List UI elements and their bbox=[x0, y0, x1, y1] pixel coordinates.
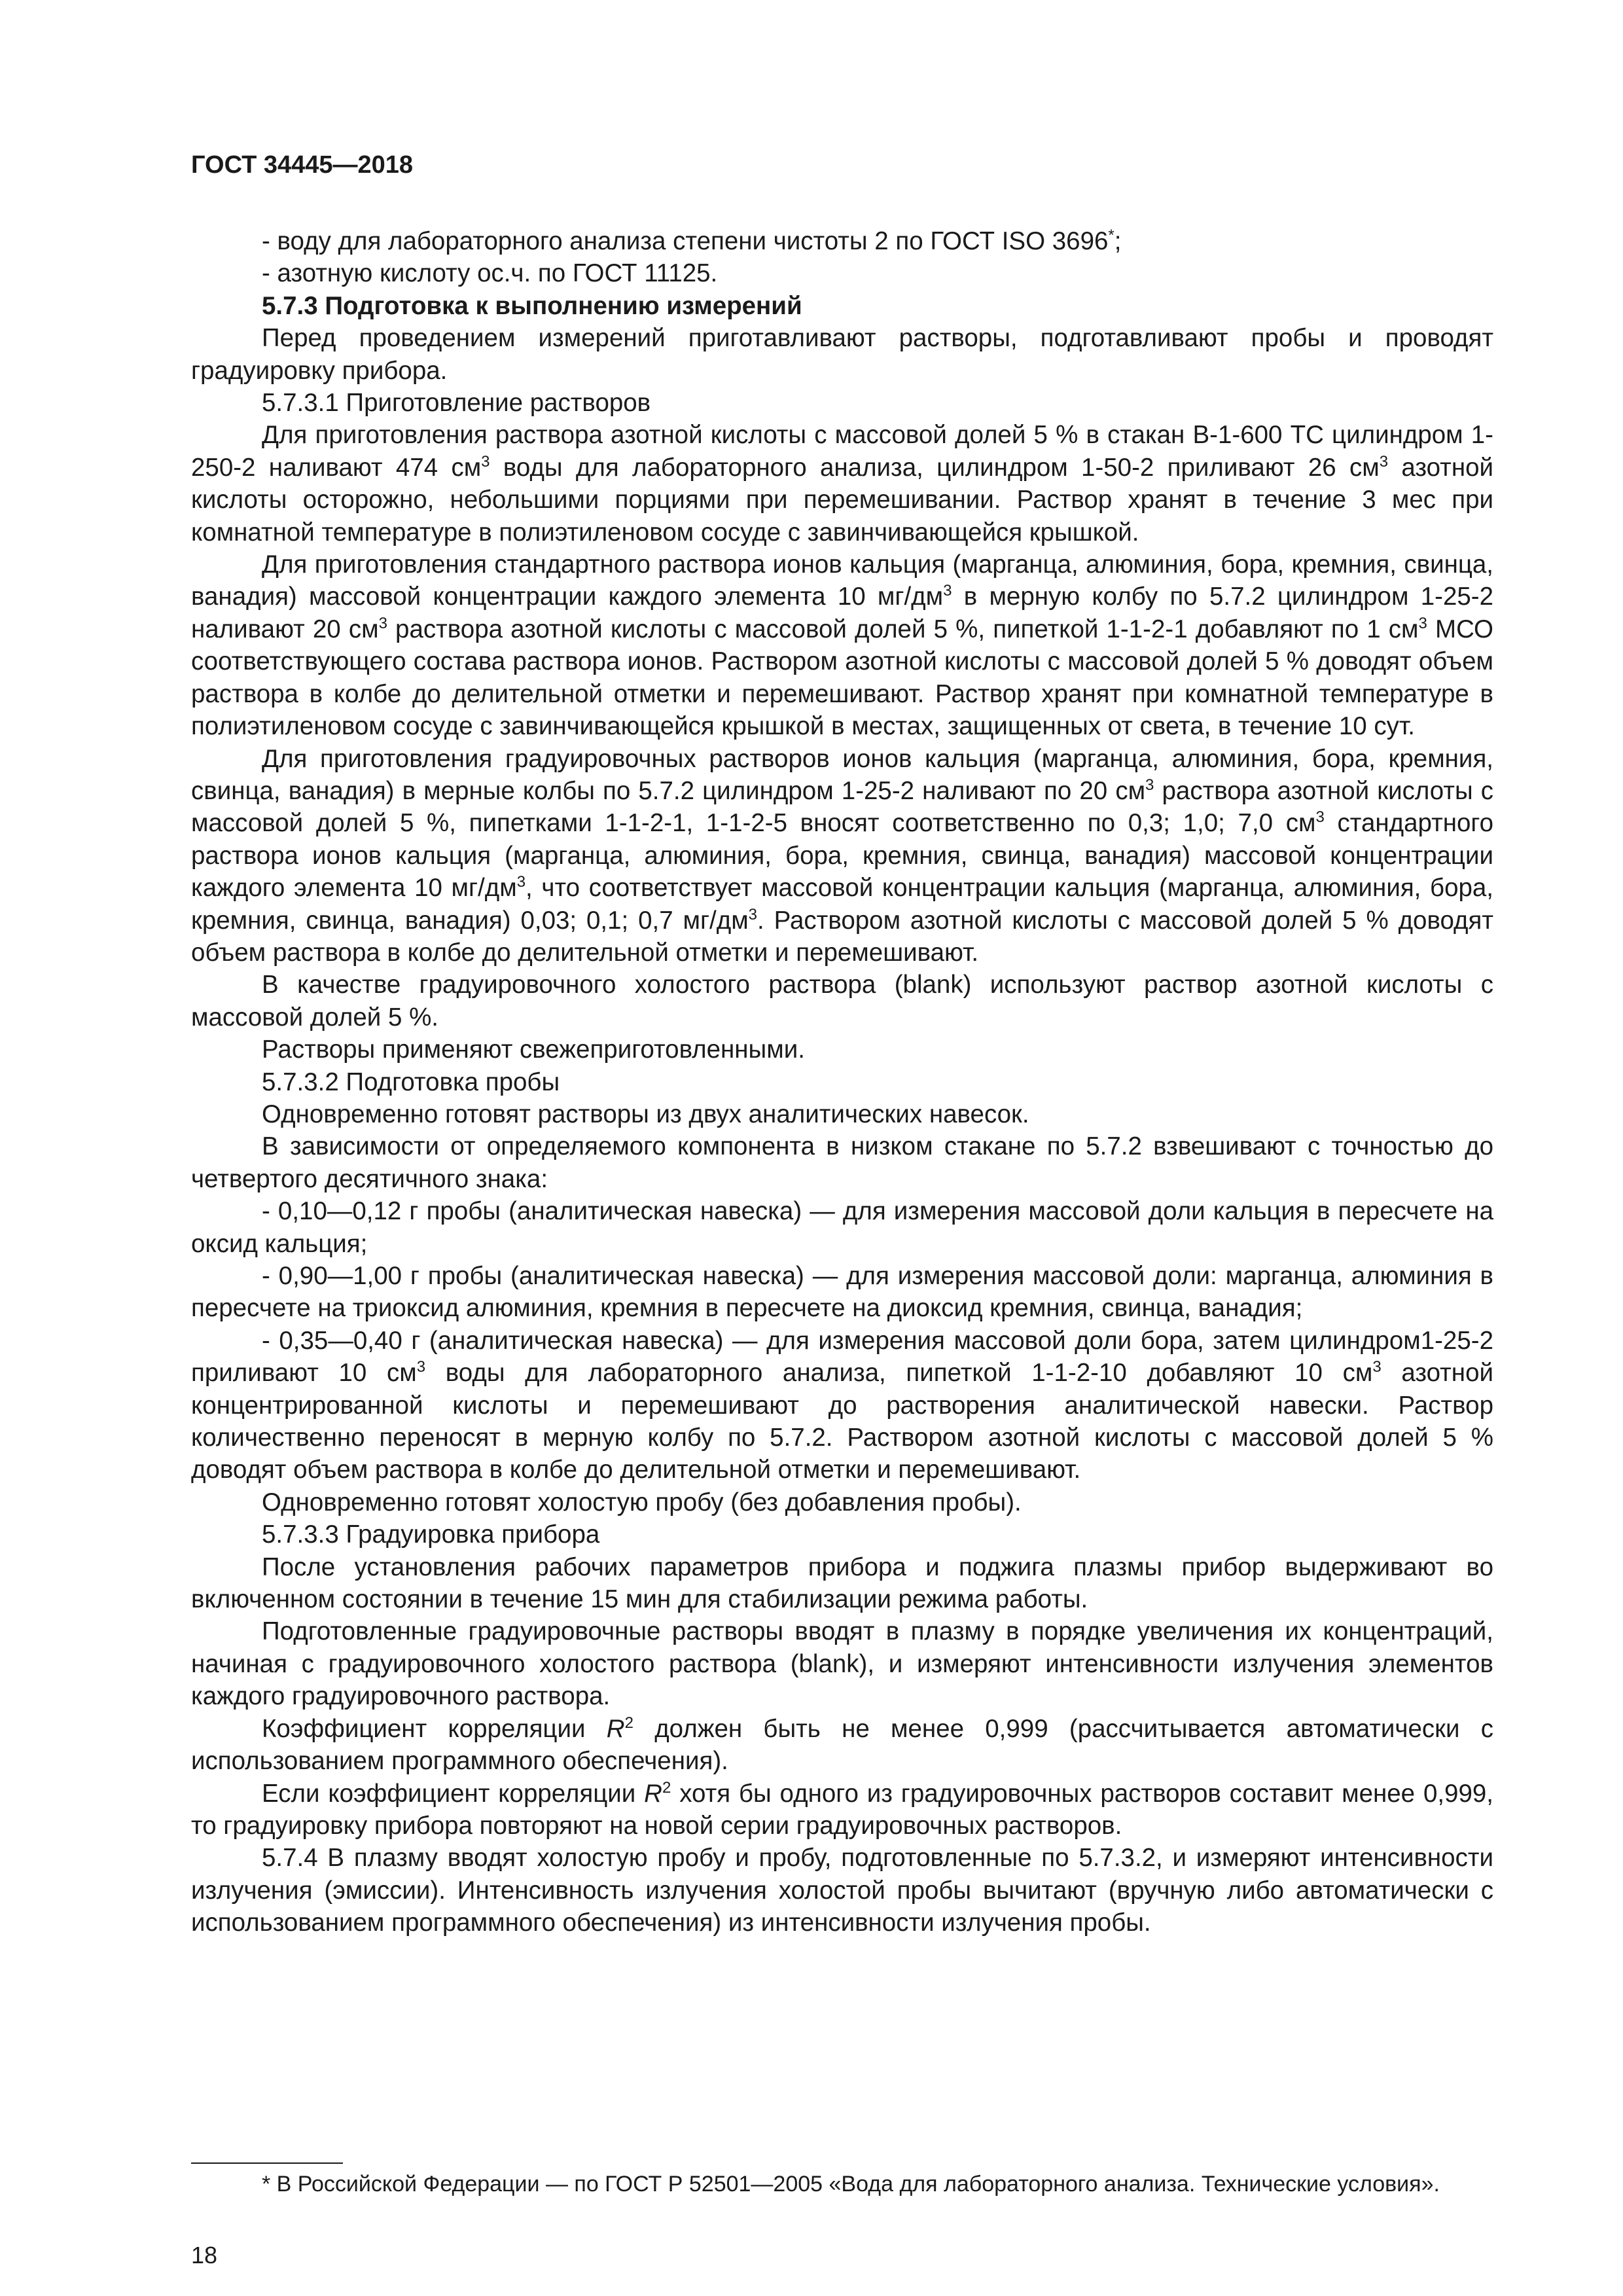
paragraph-two-samples: Одновременно готовят растворы из двух аналитических навесок. bbox=[262, 1100, 1029, 1128]
paragraph-blank-sample: Одновременно готовят холостую пробу (без добавления пробы). bbox=[262, 1488, 1022, 1516]
page-number: 18 bbox=[191, 2242, 218, 2269]
footnote-divider bbox=[191, 2162, 343, 2164]
document-body bbox=[191, 225, 1493, 1939]
section-heading-5-7-3: 5.7.3 Подготовка к выполнению измерений bbox=[262, 291, 802, 320]
paragraph-instrument-warmup: После установления рабочих параметров прибора и поджига плазмы прибор выдерживают во включенном состоянии в течение 15 мин для стабилизации режима работы. bbox=[191, 1552, 1493, 1614]
paragraph-recalibration: Если коэффициент корреляции $R^2$ хотя бы одного из градуировочных растворов составит менее 0,999, то градуировку прибора повторяют на новой серии градуировочных растворов. bbox=[191, 1778, 1493, 1840]
paragraph-plasma-introduction: Подготовленные градуировочные растворы вводят в плазму в порядке увеличения их концентраций, начиная с градуировочного холостого раствора (blank), и измеряют интенсивности излучения элементов каждого градуировочного раствора. bbox=[191, 1617, 1493, 1711]
list-item-acid: - азотную кислоту ос.ч. по ГОСТ 11125. bbox=[262, 259, 718, 288]
paragraph-blank-solution: В качестве градуировочного холостого раствора (blank) используют раствор азотной кислоты с массовой долей 5 %. bbox=[191, 971, 1493, 1031]
document-header: ГОСТ 34445—2018 bbox=[191, 151, 414, 179]
list-item-boron-sample: - 0,35—0,40 г (аналитическая навеска) — для измерения массовой доли бора, затем цилиндром1-25-2 приливают 10 $см^3$ воды для лабораторного анализа, пипеткой 1-1-2-10 добавляют 10 $см^3$ азотной концентрированной кислоты и перемешивают до растворения аналитической навески. Раствор количественно переносят в мерную колбу по 5.7.2. Раствором азотной кислоты с массовой долей 5 % доводят объем раствора в колбе до делительной отметки и перемешивают. bbox=[191, 1326, 1493, 1484]
list-item-water: - воду для лабораторного анализа степени чистоты 2 по ГОСТ ISO 3696*; bbox=[262, 226, 1122, 255]
paragraph-fresh-solutions: Растворы применяют свежеприготовленными. bbox=[262, 1035, 805, 1064]
paragraph-nitric-acid-solution: Для приготовления раствора азотной кислоты с массовой долей 5 % в стакан В-1-600 ТС цилиндром 1-250-2 наливают 474 $см^3$ воды для лабораторного анализа, цилиндром 1-50-2 приливают 26 $см^3$ азотной кислоты осторожно, небольшими порциями при перемешивании. Раствор хранят в течение 3 мес при комнатной температуре в полиэтиленовом сосуде с завинчивающейся крышкой. bbox=[191, 421, 1493, 547]
subsection-heading-5-7-3-1: 5.7.3.1 Приготовление растворов bbox=[262, 389, 651, 418]
list-item-calcium-sample: - 0,10—0,12 г пробы (аналитическая навеска) — для измерения массовой доли кальция в пересчете на оксид кальция; bbox=[191, 1197, 1493, 1258]
paragraph-standard-solution: Для приготовления стандартного раствора ионов кальция (марганца, алюминия, бора, кремния, свинца, ванадия) массовой концентрации каждого элемента 10 $мг/дм^3$ в мерную колбу по 5.7.2 цилиндром 1-25-2 наливают 20 $см^3$ раствора азотной кислоты с массовой долей 5 %, пипеткой 1-1-2-1 добавляют по 1 $см^3$ МСО соответствующего состава раствора ионов. Раствором азотной кислоты с массовой долей 5 % доводят объем раствора в колбе до делительной отметки и перемешивают. Раствор хранят при комнатной температуре в полиэтиленовом сосуде с завинчивающейся крышкой в местах, защищенных от света, в течение 10 сут. bbox=[191, 550, 1493, 741]
list-item-manganese-sample: - 0,90—1,00 г пробы (аналитическая навеска) — для измерения массовой доли: марганца, алюминия в пересчете на триоксид алюминия, кремния в пересчете на диоксид кремния, свинца, ванадия; bbox=[191, 1262, 1493, 1323]
paragraph-calibration-solutions: Для приготовления градуировочных растворов ионов кальция (марганца, алюминия, бора, кремния, свинца, ванадия) в мерные колбы по 5.7.2 цилиндром 1-25-2 наливают по 20 $см^3$ раствора азотной кислоты с массовой долей 5 %, пипетками 1-1-2-1, 1-1-2-5 вносят соответственно по 0,3; 1,0; 7,0 $см^3$ стандартного раствора ионов кальция (марганца, алюминия, бора, кремния, свинца, ванадия) массовой концентрации каждого элемента 10 $мг/дм^3$, что соответствует массовой концентрации кальция (марганца, алюминия, бора, кремния, свинца, ванадия) 0,03; 0,1; 0,7 $мг/дм^3$. Раствором азотной кислоты с массовой долей 5 % доводят объем раствора в колбе до делительной отметки и перемешивают. bbox=[191, 744, 1493, 967]
paragraph-weighing: В зависимости от определяемого компонента в низком стакане по 5.7.2 взвешивают с точностью до четвертого десятичного знака: bbox=[191, 1132, 1493, 1193]
paragraph-correlation-coefficient: Коэффициент корреляции $R^2$ должен быть не менее 0,999 (рассчитывается автоматически с использованием программного обеспечения). bbox=[191, 1713, 1493, 1776]
footnote: * В Российской Федерации — по ГОСТ Р 52501—2005 «Вода для лабораторного анализа. Технические условия». bbox=[262, 2172, 1440, 2197]
paragraph-preparation-intro: Перед проведением измерений приготавливают растворы, подготавливают пробы и проводят градуировку прибора. bbox=[191, 324, 1493, 385]
paragraph-5-7-4-measurement: 5.7.4 В плазму вводят холостую пробу и пробу, подготовленные по 5.7.3.2, и измеряют интенсивности излучения (эмиссии). Интенсивность излучения холостой пробы вычитают (вручную либо автоматически с использованием программного обеспечения) из интенсивности излучения пробы. bbox=[191, 1844, 1493, 1937]
subsection-heading-5-7-3-3: 5.7.3.3 Градуировка прибора bbox=[262, 1520, 600, 1549]
subsection-heading-5-7-3-2: 5.7.3.2 Подготовка пробы bbox=[262, 1067, 560, 1096]
